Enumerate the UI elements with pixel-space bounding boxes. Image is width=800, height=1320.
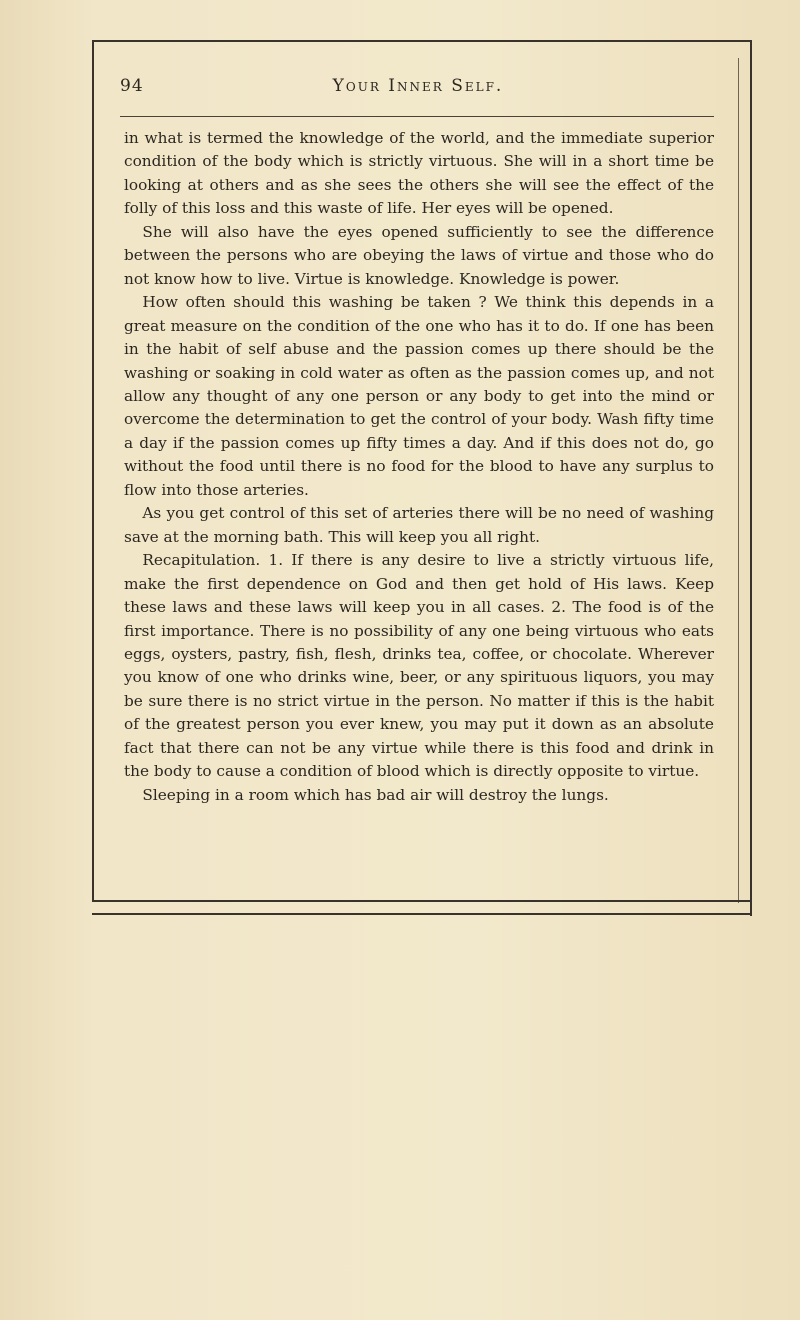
paragraph: How often should this washing be taken ? We think this depends in a great measure on the condition of the one who has it to do. If one has been in the habit of self abuse and the passion comes up there should be the washing or soaking in cold water as often as the passion comes up, and not allow any thought of any one person or any body to get into the mind or overcome the determination to get the control of your body. Wash fifty time a day if the passion comes up fifty times a day. And if this does not do, go without the food until there is no food for the blood to have any surplus to flow into those arteries. [124, 293, 714, 499]
frame-top-rule [92, 40, 752, 42]
header-rule [120, 116, 714, 117]
frame-left-rule [92, 40, 94, 900]
frame-bottom-rule-outer [92, 913, 752, 915]
running-title: Your Inner Self. [332, 76, 504, 96]
frame-bottom-rule [92, 900, 752, 902]
frame-right-rule [750, 40, 752, 916]
paragraph: As you get control of this set of arteries there will be no need of washing save at the morning bath. This will keep you all right. [124, 504, 714, 546]
paragraph: She will also have the eyes opened sufficiently to see the difference between the persons who are obeying the laws of virtue and those who do not know how to live. Virtue is knowledge. Knowledge is power. [124, 222, 714, 288]
body-text [124, 127, 714, 807]
frame-inner-right-rule [738, 58, 739, 903]
paragraph: Recapitulation. 1. If there is any desire to live a strictly virtuous life, make the first dependence on God and then get hold of His laws. Keep these laws and these laws will keep you in all cases. 2. The food is of the first importance. There is no possibility of any one being virtuous who eats eggs, oysters, pastry, fish, flesh, drinks tea, coffee, or chocolate. Wherever you know of one who drinks wine, beer, or any spirituous liquors, you may be sure there is no strict virtue in the person. No matter if this is the habit of the greatest person you ever knew, you may put it down as an absolute fact that there can not be any virtue while there is this food and drink in the body to cause a condition of blood which is directly opposite to virtue. [124, 551, 714, 781]
paragraph: in what is termed the knowledge of the world, and the immediate superior condition of the body which is strictly virtuous. She will in a short time be looking at others and as she sees the others she will see the effect of the folly of this loss and this waste of life. Her eyes will be opened. [124, 129, 714, 218]
paragraph: Sleeping in a room which has bad air will destroy the lungs. [142, 785, 609, 804]
page-number: 94 [120, 76, 144, 96]
page-header [118, 76, 718, 102]
